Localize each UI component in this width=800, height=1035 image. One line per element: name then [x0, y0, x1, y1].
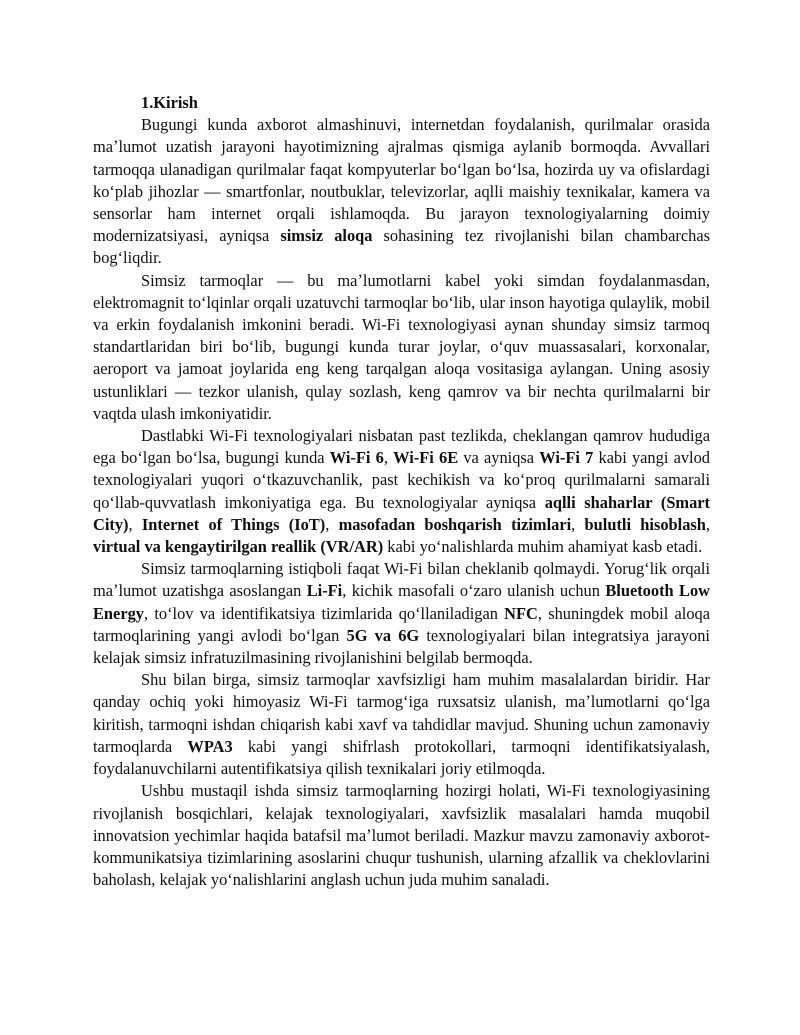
text-run: , — [383, 448, 394, 468]
text-run: Dastlabki Wi-Fi texnologiyalari nisbatan past tezlikda, cheklangan qamrov hududiga ega boʻlgan boʻlsa, bugungi kunda — [93, 426, 710, 468]
bold-term: Li-Fi — [306, 581, 343, 601]
paragraph-5 — [93, 669, 710, 780]
text-run: Simsiz tarmoqlarning istiqboli faqat Wi-Fi bilan cheklanib qolmaydi. Yorugʻlik orqali maʼlumot uzatishga asoslangan — [93, 559, 710, 601]
text-run: , kichik masofali oʻzaro ulanish uchun — [342, 581, 606, 601]
paragraph-3 — [93, 425, 710, 558]
document-body — [93, 92, 710, 891]
text-run: Simsiz tarmoqlar — bu maʼlumotlarni kabel yoki simdan foydalanmasdan, elektromagnit toʻlqinlar orqali uzatuvchi tarmoqlar boʻlib, ular inson hayotiga qulaylik, mobil va erkin foydalanish imkonini beradi. Wi-Fi texnologiyasi aynan shunday simsiz tarmoq standartlaridan biri boʻlib, bugungi kunda turar joylar, oʻquv muassasalari, korxonalar, aeroport va jamoat joylarida eng keng tarqalgan aloqa vositasiga aylangan. Uning asosiy ustunliklari — tezkor ulanish, qulay sozlash, keng qamrov va bir nechta qurilmalarni bir vaqtda ulash imkoniyatidir. — [93, 270, 710, 423]
text-run: , — [705, 514, 711, 534]
text-run: Shu bilan birga, simsiz tarmoqlar xavfsizligi ham muhim masalalardan biridir. Har qanday ochiq yoki himoyasiz Wi-Fi tarmogʻiga ruxsatsiz ulanish, maʼlumotlarni qoʻlga kiritish, tarmoqni ishdan chiqarish kabi xavf va tahdidlar mavjud. Shuning uchun zamonaviy tarmoqlarda — [93, 670, 710, 756]
bold-term: Wi-Fi 7 — [539, 448, 594, 468]
text-run: sohasining tez rivojlanishi bilan chambarchas bogʻliqdir. — [93, 226, 710, 268]
text-run: , — [571, 514, 585, 534]
paragraph-2 — [93, 270, 710, 425]
bold-term: Wi-Fi 6 — [329, 448, 384, 468]
bold-term: WPA3 — [187, 736, 233, 756]
bold-term: Bluetooth Low Energy — [93, 581, 710, 623]
text-run: texnologiyalari bilan integratsiya jarayoni kelajak simsiz infratuzilmasining rivojlanishini belgilab bermoqda. — [93, 625, 710, 668]
text-run: Ushbu mustaqil ishda simsiz tarmoqlarning hozirgi holati, Wi-Fi texnologiyasining rivojlanish bosqichlari, kelajak texnologiyalari, xavfsizlik masalalari hamda muqobil innovatsion yechimlar haqida batafsil maʼlumot beriladi. Mazkur mavzu zamonaviy axborot-kommunikatsiya tizimlarining asoslarini chuqur tushunish, ularning afzallik va cheklovlarini baholash, kelajak yoʻnalishlarini anglash uchun juda muhim sanaladi. — [93, 781, 710, 890]
text-run: , — [325, 514, 339, 534]
text-run: kabi yangi shifrlash protokollari, tarmoqni identifikatsiyalash, foydalanuvchilarni autentifikatsiya qilish texnikalari joriy etilmoqda. — [93, 736, 710, 779]
paragraph-4 — [93, 558, 710, 669]
text-run: Bugungi kunda axborot almashinuvi, internetdan foydalanish, qurilmalar orasida maʼlumot uzatish jarayoni hayotimizning ajralmas qismiga aylanib bormoqda. Avvallari tarmoqqa ulanadigan qurilmalar faqat kompyuterlar boʻlgan boʻlsa, hozirda uy va ofislardagi koʻplab jihozlar — smartfonlar, noutbuklar, televizorlar, aqlli maishiy texnikalar, kamera va sensorlar ham internet orqali ishlamoqda. Bu jarayon texnologiyalarning doimiy modernizatsiyasi, ayniqsa — [93, 115, 710, 246]
paragraph-6 — [93, 780, 710, 891]
bold-term: masofadan boshqarish tizimlari — [338, 514, 572, 534]
text-run: , shuningdek mobil aloqa tarmoqlarining yangi avlodi boʻlgan — [93, 603, 710, 645]
section-heading: 1.Kirish — [141, 93, 198, 112]
text-run: kabi yangi avlod texnologiyalari yuqori oʻtkazuvchanlik, past kechikish va koʻproq qurilmalarni samarali qoʻllab-quvvatlash imkoniyatiga ega. Bu texnologiyalar ayniqsa — [93, 448, 710, 512]
bold-term: bulutli hisoblash — [584, 514, 706, 534]
bold-term: aqlli shaharlar (Smart City) — [93, 492, 711, 534]
bold-term: Wi-Fi 6E — [393, 448, 459, 468]
text-run: , — [128, 514, 142, 534]
bold-term: virtual va kengaytirilgan reallik (VR/AR) — [93, 537, 384, 557]
bold-term: simsiz aloqa — [280, 226, 373, 246]
text-run: va ayniqsa — [458, 448, 540, 468]
text-run: kabi yoʻnalishlarda muhim ahamiyat kasb etadi. — [383, 537, 703, 557]
bold-term: NFC — [504, 603, 538, 623]
text-run: , toʻlov va identifikatsiya tizimlarida qoʻllaniladigan — [144, 603, 505, 623]
bold-term: Internet of Things (IoT) — [141, 514, 326, 534]
bold-term: 5G va 6G — [346, 625, 420, 645]
paragraph-1 — [93, 114, 710, 269]
